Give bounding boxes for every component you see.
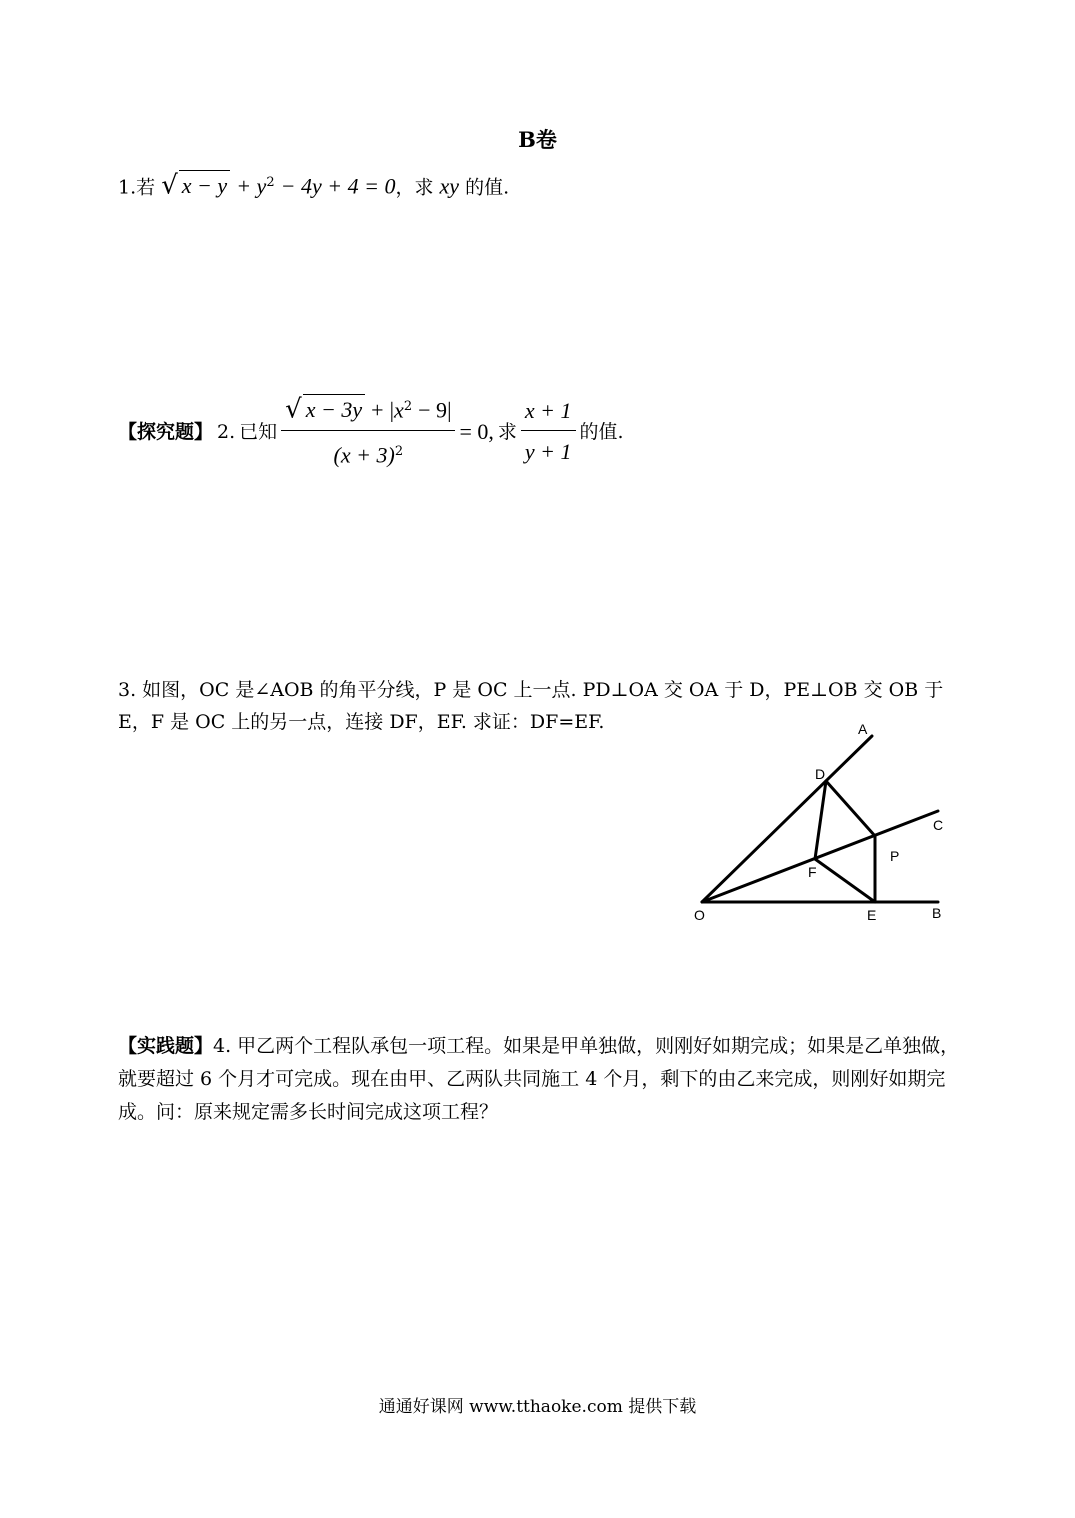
abs-bar: | [389, 397, 395, 423]
q2-tag: 【探究题】 [118, 420, 214, 443]
segment-df [815, 781, 826, 859]
q2-frac2-numerator: x + 1 [521, 396, 576, 431]
q2-suffix: 的值. [579, 420, 624, 443]
label-c: C [933, 817, 944, 833]
q2-frac2-denominator: y + 1 [524, 439, 572, 465]
q2-fraction-1-denominator [330, 431, 408, 471]
page-title: B卷 [518, 127, 557, 152]
label-p: P [890, 848, 900, 864]
ray-oa [702, 736, 872, 902]
q2-num-abs-tail: − 9 [418, 397, 448, 423]
q4-tag: 【实践题】 [118, 1035, 214, 1057]
sqrt-symbol: √ [161, 170, 178, 201]
q1-sqrt-body: x − y [179, 170, 230, 201]
label-o: O [694, 907, 705, 923]
q2-fraction-2 [521, 396, 576, 467]
q2-fraction-1-numerator [281, 392, 455, 431]
question-2 [118, 392, 624, 472]
q2-eq-rest: = 0, [459, 418, 494, 444]
q2-num-abs-body: x [394, 397, 404, 423]
q1-number: 1. [118, 176, 137, 199]
q1-suffix-b: 的值. [465, 176, 510, 199]
q1-eq-rest: + y [236, 173, 267, 199]
q4-text: 4. 甲乙两个工程队承包一项工程。如果是甲单独做，则刚好如期完成；如果是乙单独做，就要超过 6 个月才可完成。现在由甲、乙两队共同施工 4 个月，剩下的由乙来完成，则刚好如期完成。问：原来规定需多长时间完成这项工程？ [118, 1035, 960, 1123]
footer-credit: 通通好课网 www.tthaoke.com 提供下载 [378, 1397, 697, 1417]
label-f: F [808, 864, 817, 880]
label-e: E [867, 907, 877, 923]
q1-target: xy [439, 173, 460, 199]
question-1 [118, 168, 509, 202]
q2-den-body: (x + 3) [333, 442, 395, 468]
abs-bar: | [447, 397, 452, 423]
question-4 [118, 1030, 968, 1129]
q1-eq-exp: 2 [266, 175, 275, 190]
q2-fraction-1 [281, 392, 455, 472]
q1-eq-tail: − 4y + 4 = 0 [280, 173, 396, 199]
geometry-figure [680, 712, 970, 932]
sqrt-symbol: √ [285, 394, 302, 425]
question-3: 3. 如图，OC 是∠AOB 的角平分线，P 是 OC 上一点. PD⊥OA 交 OA 于 D，PE⊥OB 交 OB 于 E，F 是 OC 上的另一点，连接 DF，EF. 求证：DF=EF. [118, 679, 944, 733]
segment-ef [815, 859, 875, 902]
q2-ask: 求 [497, 420, 517, 443]
q2-num-plus: + [371, 397, 384, 423]
q2-number: 2. [217, 420, 236, 443]
q1-suffix-a: ，求 [395, 176, 434, 199]
label-b: B [932, 905, 942, 921]
q2-den-exp: 2 [394, 444, 404, 460]
q1-prefix: 若 [136, 176, 156, 199]
q2-num-abs-exp: 2 [403, 399, 413, 414]
label-d: D [815, 766, 826, 782]
segment-pd [826, 781, 875, 836]
label-a: A [858, 721, 868, 737]
q2-prefix: 已知 [239, 420, 278, 443]
q2-num-sqrt-body: x − 3y [303, 394, 365, 425]
